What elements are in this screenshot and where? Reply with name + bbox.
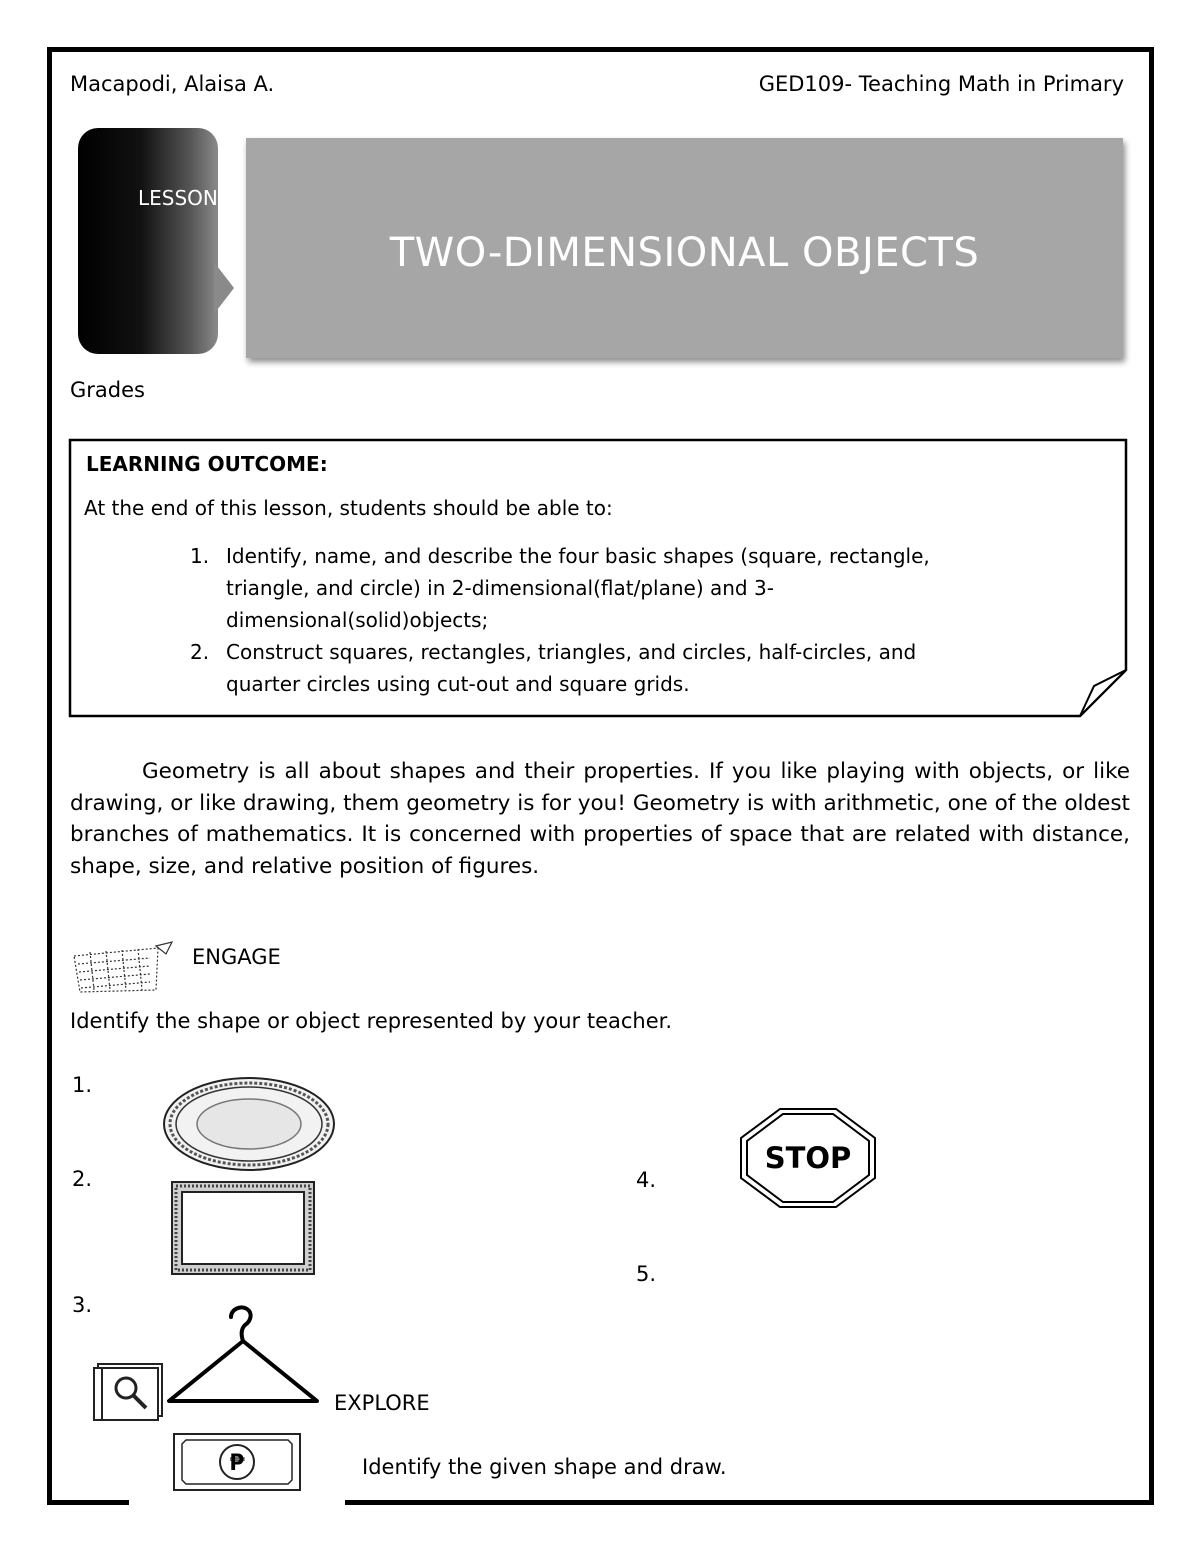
notebook-pencil-icon (70, 940, 176, 996)
page-frame-bottom (47, 1500, 129, 1505)
lesson-tab-pointer (214, 262, 234, 314)
peso-bill-icon (172, 1432, 302, 1492)
list-item-number: 1. (190, 544, 210, 568)
list-item-line: dimensional(solid)objects; (226, 608, 489, 632)
list-item (190, 636, 930, 700)
lesson-title-banner (246, 138, 1123, 358)
learning-outcome-heading: LEARNING OUTCOME: (86, 452, 328, 476)
lesson-title: TWO-DIMENSIONAL OBJECTS (389, 230, 980, 276)
engage-item-number: 4. (636, 1168, 657, 1192)
explore-instruction: Identify the given shape and draw. (362, 1455, 727, 1479)
book-magnifier-icon (92, 1362, 166, 1422)
learning-outcome-content (74, 446, 1114, 696)
lesson-tab-label: LESSON (138, 186, 218, 210)
learning-outcome-intro: At the end of this lesson, students should be able to: (84, 496, 613, 520)
explore-label: EXPLORE (334, 1391, 430, 1415)
list-item-line: Identify, name, and describe the four basic shapes (square, rectangle, (226, 544, 930, 568)
engage-label: ENGAGE (192, 945, 281, 969)
engage-item-number: 5. (636, 1262, 657, 1286)
plate-icon (162, 1076, 336, 1172)
stop-sign-text: STOP (764, 1141, 852, 1175)
peso-symbol: ₱ (229, 1451, 245, 1476)
page-frame-right (1149, 47, 1154, 1505)
list-item (190, 540, 930, 636)
picture-frame-icon (170, 1180, 316, 1276)
engage-item-number: 2. (72, 1167, 93, 1191)
page-frame-top (47, 47, 1154, 52)
author-name: Macapodi, Alaisa A. (70, 72, 275, 96)
engage-item-number: 1. (72, 1073, 93, 1097)
stop-sign-icon (738, 1106, 878, 1210)
engage-item-number: 3. (72, 1293, 93, 1317)
list-item-line: triangle, and circle) in 2-dimensional(flat/plane) and 3- (226, 576, 774, 600)
page-frame-bottom (345, 1500, 1154, 1505)
clothes-hanger-icon (165, 1303, 321, 1411)
engage-instruction: Identify the shape or object represented by your teacher. (70, 1009, 673, 1033)
intro-paragraph: Geometry is all about shapes and their properties. If you like playing with objects, or like drawing, or like drawing, them geometry is for you! Geometry is with arithmetic, one of the oldest branches of mathematics. It is concerned with properties of space that are related with distance, shape, size, and relative position of figures. (70, 759, 1130, 879)
grades-label: Grades (70, 378, 145, 402)
list-item-number: 2. (190, 640, 210, 664)
list-item-line: quarter circles using cut-out and square grids. (226, 672, 690, 696)
learning-outcome-list (190, 540, 930, 700)
lesson-tab (78, 128, 218, 354)
course-title: GED109- Teaching Math in Primary (758, 72, 1124, 96)
page-frame-left (47, 47, 52, 1505)
list-item-line: Construct squares, rectangles, triangles, and circles, half-circles, and (226, 640, 917, 664)
